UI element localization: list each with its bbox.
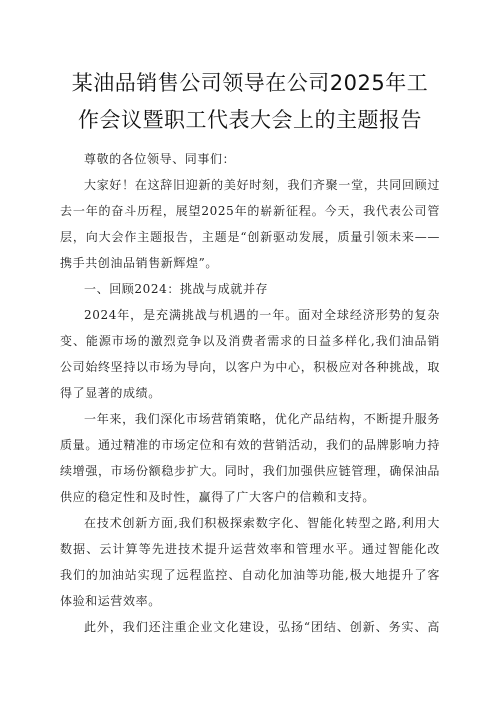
- paragraph-1-line-4: 携手共创油品销售新辉煌”。: [60, 256, 218, 270]
- paragraph-1-line-2: 去一年的奋斗历程，展望2025年的崭新征程。今天，我代表公司管: [60, 204, 440, 218]
- paragraph-5-line-1: 此外，我们还注重企业文化建设，弘扬“团结、创新、务实、高: [84, 620, 440, 634]
- paragraph-1-line-1: 大家好！在这辞旧迎新的美好时刻，我们齐聚一堂，共同回顾过: [84, 178, 440, 192]
- paragraph-2-line-1: 2024年，是充满挑战与机遇的一年。面对全球经济形势的复杂: [84, 308, 440, 322]
- report-title-line-2: 作会议暨职工代表大会上的主题报告: [78, 108, 422, 132]
- report-body: [60, 146, 440, 640]
- paragraph-4-line-1: 在技术创新方面,我们积极探索数字化、智能化转型之路,利用大: [84, 516, 440, 530]
- paragraph-3-line-4: 供应的稳定性和及时性，赢得了广大客户的信赖和支持。: [60, 490, 376, 504]
- paragraph-2-line-3: 公司始终坚持以市场为导向，以客户为中心，积极应对各种挑战，取: [60, 360, 440, 374]
- paragraph-1-line-3: 层，向大会作主题报告，主题是“创新驱动发展，质量引领未来——: [60, 230, 440, 244]
- paragraph-2-line-4: 得了显著的成绩。: [60, 386, 161, 400]
- paragraph-4-line-2: 数据、云计算等先进技术提升运营效率和管理水平。通过智能化改: [60, 542, 440, 556]
- paragraph-4-line-3: 我们的加油站实现了远程监控、自动化加油等功能,极大地提升了客: [60, 568, 440, 582]
- paragraph-3-line-2: 质量。通过精准的市场定位和有效的营销活动，我们的品牌影响力持: [60, 438, 440, 452]
- paragraph-4-line-4: 体验和运营效率。: [60, 594, 161, 608]
- report-title-line-1: 某油品销售公司领导在公司2025年工: [71, 71, 429, 95]
- paragraph-3-line-1: 一年来，我们深化市场营销策略，优化产品结构，不断提升服务: [84, 412, 440, 426]
- salutation: 尊敬的各位领导、同事们：: [84, 152, 236, 166]
- paragraph-3-line-3: 续增强，市场份额稳步扩大。同时，我们加强供应链管理，确保油品: [60, 464, 440, 478]
- section-heading-1: 一、回顾2024：挑战与成就并存: [84, 282, 269, 296]
- paragraph-2-line-2: 变、能源市场的激烈竞争以及消费者需求的日益多样化,我们油品销: [60, 334, 440, 348]
